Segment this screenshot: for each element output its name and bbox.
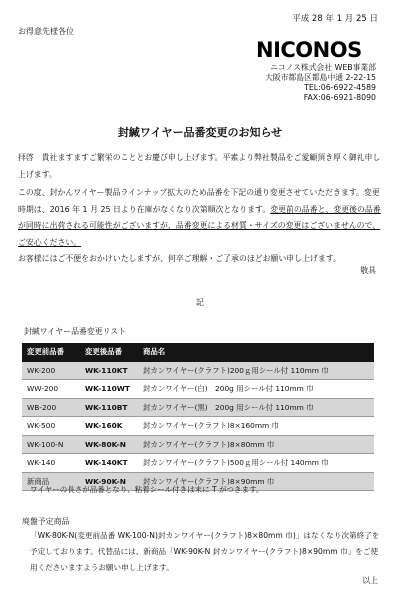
- old-code: WK-140: [22, 454, 80, 473]
- new-code: WK-140KT: [80, 454, 138, 473]
- closing-keigu: 敬具: [360, 266, 376, 275]
- notice-title: 封緘ワイヤー品番変更のお知らせ: [117, 126, 283, 139]
- new-code: WK-110BT: [80, 398, 138, 417]
- table-header-row: [22, 343, 374, 361]
- table-row: [22, 361, 374, 380]
- product-name: 封カンワイヤー(クラフト)200ｇ用シール付 110mm 巾: [138, 361, 374, 380]
- table-title: 封緘ワイヤー品番変更リスト: [24, 327, 127, 336]
- old-code: WB-200: [22, 398, 80, 417]
- notice-underlined-text: 変更前の品番と、変更後の品番が同時に出荷される可能性がございますが、品番変更による材質・サイズの変更はございませんので、ご安心ください。: [18, 204, 381, 247]
- old-code: WK-500: [22, 417, 80, 436]
- company-logo: [256, 37, 366, 61]
- company-fax: FAX:06-6921-8090: [303, 93, 376, 102]
- document-date: 平成 28 年 1 月 25 日: [292, 14, 378, 24]
- table-row: [22, 417, 374, 436]
- old-code: WK-200: [22, 361, 80, 380]
- ki-marker: 記: [196, 298, 204, 307]
- table-row: [22, 435, 374, 454]
- old-code: WW-200: [22, 380, 80, 399]
- old-code: WK-100-N: [22, 435, 80, 454]
- greeting-paragraph: 拝啓 貴社ますますご繁栄のこととお慶び申し上げます。平素より弊社製品をご愛顧頂き厚く御礼申し上げます。: [18, 153, 381, 179]
- table-row: [22, 454, 374, 473]
- logo-text: NICONOS: [256, 38, 362, 61]
- table-row: [22, 380, 374, 399]
- new-code: WK-110WT: [80, 380, 138, 399]
- company-address-block: [265, 63, 376, 103]
- product-name: 封カンワイヤー(白) 200g 用シール付 110mm 巾: [138, 380, 374, 399]
- header-new-code: 変更後品番: [80, 343, 138, 361]
- product-name: 封カンワイヤー(クラフト)8×90mm 巾: [138, 472, 374, 491]
- notice-text: この度、封かんワイヤー製品ラインナップ拡大のため品番を下記の通り変更させていただきます。変更時期は、2016 年 1 月 25 日より在庫がなくなり次第順次となります。: [18, 188, 380, 214]
- new-code: WK-160K: [80, 417, 138, 436]
- discontinued-paragraph: 「WK-80K-N(変更前品番 WK-100-N)封カンワイヤー(クラフト)8×80mm 巾)」はなくなり次第終了を予定しております。代替品には、新商品「WK-90K-N 封カンワイヤー(クラフト)8×90mm 巾」をご使用くださいますようお願い申し上げます。: [30, 531, 380, 572]
- recipient-line: お得意先様各位: [18, 27, 74, 36]
- table-note: ワイヤーの長さが品番となり、粘着シール付きは末に T がつきます。: [30, 485, 264, 494]
- company-address: 大阪市都島区都島中通 2-22-15: [265, 73, 376, 82]
- new-code: WK-110KT: [80, 361, 138, 380]
- header-old-code: 変更前品番: [22, 343, 80, 361]
- table-row: [22, 398, 374, 417]
- closing-ijou: 以上: [362, 576, 378, 585]
- new-code: WK-90K-N: [80, 472, 138, 491]
- company-name: ニコノス株式会社 WEB事業部: [270, 63, 376, 72]
- header-product-name: 商品名: [138, 343, 374, 361]
- notice-paragraph: [18, 185, 384, 251]
- company-tel: TEL:06-6922-4589: [304, 83, 376, 92]
- new-code: WK-80K-N: [80, 435, 138, 454]
- apology-paragraph: お客様にはご不便をおかけいたしますが、何卒ご理解・ご了承のほどお願い申し上げます。: [18, 254, 341, 263]
- discontinued-title: 廃盤予定商品: [22, 517, 70, 526]
- product-name: 封カンワイヤー(クラフト)8×80mm 巾: [138, 435, 374, 454]
- product-name: 封カンワイヤー(黒) 200g 用シール付 110mm 巾: [138, 398, 374, 417]
- old-code: 新商品: [22, 472, 80, 491]
- product-number-table: [22, 343, 374, 491]
- product-name: 封カンワイヤー(クラフト)500ｇ用シール付 140mm 巾: [138, 454, 374, 473]
- product-name: 封カンワイヤー(クラフト)8×160mm 巾: [138, 417, 374, 436]
